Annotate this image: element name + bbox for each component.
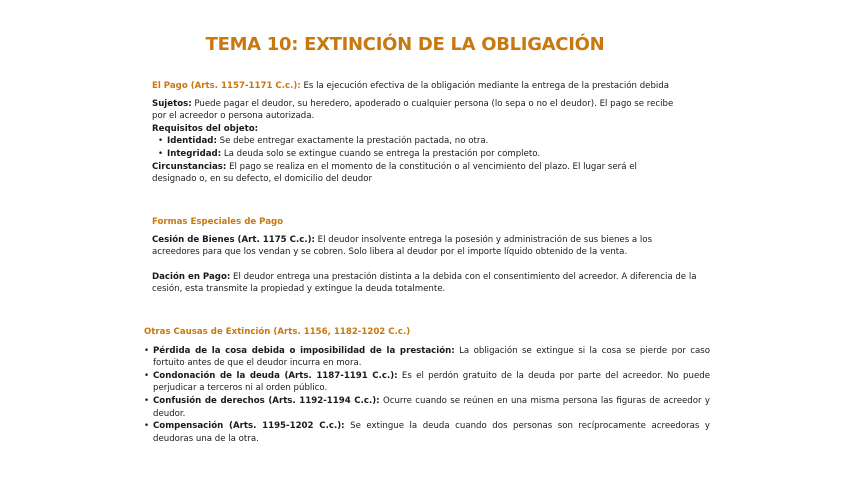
circunstancias-paragraph [152, 161, 682, 186]
requisito-text: La deuda solo se extingue cuando se entrega la prestación por completo. [221, 148, 541, 159]
list-item [144, 395, 710, 420]
requisitos-label: Requisitos del objeto: [152, 123, 259, 134]
requisitos-list [152, 135, 682, 160]
cesion-label: Cesión de Bienes (Art. 1175 C.c.): [152, 234, 315, 245]
formas-section [152, 216, 700, 296]
circunstancias-label: Circunstancias: [152, 161, 227, 172]
causa-label: Condonación de la deuda (Arts. 1187-1191 C.c.): [153, 370, 398, 381]
causa-label: Confusión de derechos (Arts. 1192-1194 C.c.): [153, 395, 380, 406]
pago-heading: El Pago (Arts. 1157-1171 C.c.): [152, 81, 301, 91]
list-item [144, 370, 710, 395]
dacion-text: El deudor entrega una prestación distinta a la debida con el consentimiento del acreedor. A diferencia de la cesión, esta transmite la propiedad y extingue la deuda totalmente. [152, 271, 697, 295]
causa-text: Es el perdón gratuito de la deuda por parte del acreedor. No puede perjudicar a terceros ni al orden público. [153, 370, 710, 394]
causa-text: La obligación se extingue si la cosa se pierde por caso fortuito antes de que el deudor incurra en mora. [153, 345, 711, 369]
list-item [144, 345, 710, 370]
cesion-paragraph [152, 234, 700, 259]
list-item [144, 420, 710, 445]
sujetos-label: Sujetos: [152, 98, 192, 109]
cesion-text: El deudor insolvente entrega la posesión y administración de sus bienes a los acreedores para que los vendan y se cobren. Solo libera al deudor por el importe líquido obtenido de la venta. [152, 234, 653, 258]
causa-text: Se extingue la deuda cuando dos personas son recíprocamente acreedoras y deudoras una de la otra. [153, 421, 711, 444]
sujetos-text: Puede pagar el deudor, su heredero, apoderado o cualquier persona (lo sepa o no el deudor). El pago se recibe por el acreedor o persona autorizada. [152, 98, 674, 122]
dacion-label: Dación en Pago: [152, 271, 231, 282]
causa-label: Pérdida de la cosa debida o imposibilidad de la prestación: [153, 345, 455, 356]
pago-heading-line [152, 80, 682, 93]
pago-section [152, 80, 682, 186]
page-title: TEMA 10: EXTINCIÓN DE LA OBLIGACIÓN [205, 34, 605, 55]
circunstancias-text: El pago se realiza en el momento de la constitución o al vencimiento del plazo. El lugar será el designado o, en su defecto, el domicilio del deudor [152, 161, 637, 185]
otras-heading: Otras Causas de Extinción (Arts. 1156, 1182-1202 C.c.) [144, 327, 411, 337]
pago-definition: Es la ejecución efectiva de la obligación mediante la entrega de la prestación debida [300, 81, 670, 91]
requisito-text: Se debe entregar exactamente la prestación pactada, no otra. [216, 136, 489, 147]
dacion-paragraph [152, 271, 700, 296]
list-item [152, 135, 682, 148]
formas-heading: Formas Especiales de Pago [152, 217, 284, 227]
requisito-label: Integridad: [167, 148, 222, 159]
otras-list [144, 345, 710, 446]
sujetos-paragraph [152, 98, 682, 123]
causa-label: Compensación (Arts. 1195-1202 C.c.): [153, 421, 345, 432]
requisito-label: Identidad: [167, 136, 217, 147]
causa-text: Ocurre cuando se reúnen en una misma persona las figuras de acreedor y deudor. [153, 395, 710, 419]
otras-section [144, 326, 710, 445]
list-item [152, 148, 682, 161]
